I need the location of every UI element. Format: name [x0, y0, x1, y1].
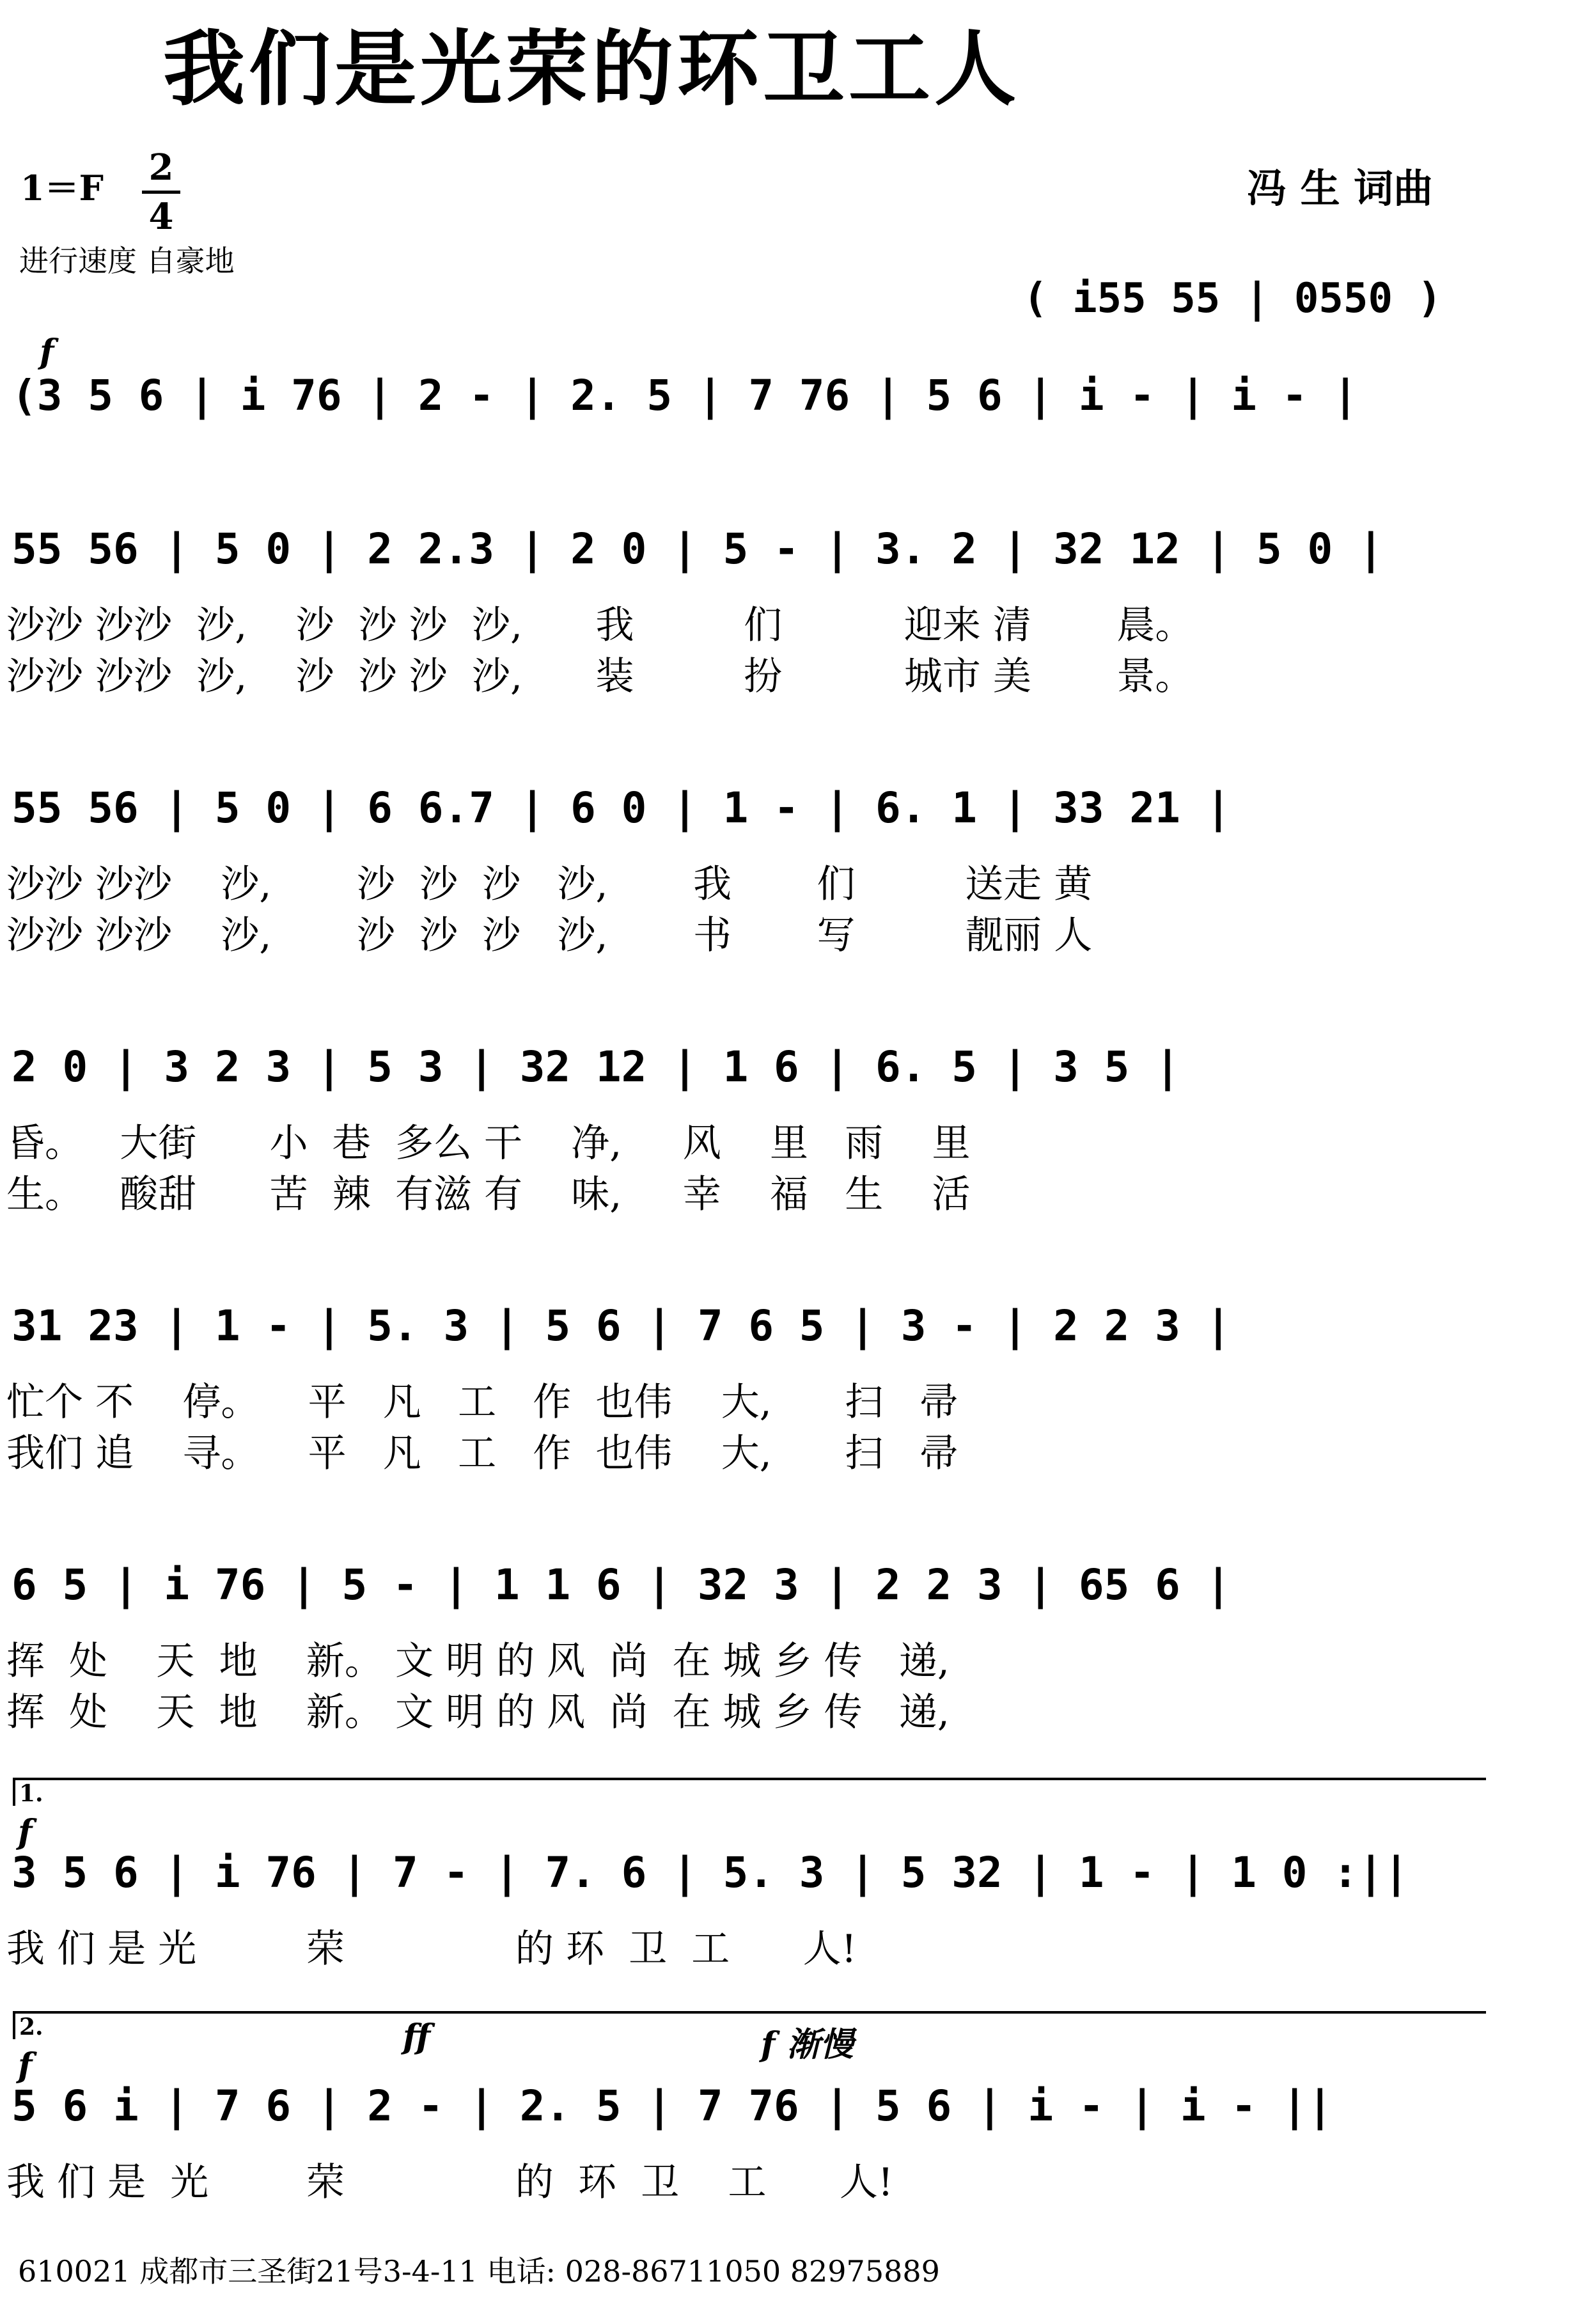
notation-line: 55 56 | 5 0 | 6 6.7 | 6 0 | 1 - | 6. 1 | 33 21 |	[12, 783, 1232, 833]
lyrics-verse-2: 生。 酸甜 苦 辣 有滋 有 味, 幸 福 生 活	[6, 1172, 971, 1217]
dynamic-mark: f	[40, 333, 54, 372]
intro-fill-notes: ( i55 55 | 0550 )	[1023, 275, 1443, 322]
lyrics-verse-2: 沙沙 沙沙 沙, 沙 沙 沙 沙, 装 扮 城市 美 景。	[6, 654, 1194, 699]
notation-line: (3 5 6 | i 76 | 2 - | 2. 5 | 7 76 | 5 6 | i - | i - |	[12, 371, 1358, 420]
key-signature: 1＝F	[20, 168, 104, 208]
song-title: 我们是光荣的环卫工人	[162, 21, 1020, 117]
composer-credit: 冯 生 词曲	[1247, 165, 1434, 212]
staff-line-2	[0, 512, 1596, 703]
time-signature	[142, 145, 180, 240]
staff-line-8	[0, 2011, 1596, 2203]
notation-line: 55 56 | 5 0 | 2 2.3 | 2 0 | 5 - | 3. 2 | 32 12 | 5 0 |	[12, 524, 1384, 574]
volta-label: 1.	[19, 1780, 43, 1807]
dynamic-mark-ff: ff	[403, 2017, 431, 2056]
notation-line: 2 0 | 3 2 3 | 5 3 | 32 12 | 1 6 | 6. 5 | 3 5 |	[12, 1042, 1180, 1092]
time-signature-bottom: 4	[148, 196, 174, 238]
staff-line-6	[0, 1547, 1596, 1739]
lyrics-verse-1: 我 们 是 光 荣 的 环 卫 工 人!	[6, 1927, 857, 1971]
staff-line-5	[0, 1288, 1596, 1480]
dynamic-mark: f	[18, 1813, 33, 1852]
lyrics-verse-2: 我们 追 寻。 平 凡 工 作 也伟 大, 扫 帚	[6, 1431, 958, 1476]
staff-line-4	[0, 1030, 1596, 1221]
notation-line: 6 5 | i 76 | 5 - | 1 1 6 | 32 3 | 2 2 3 | 65 6 |	[12, 1560, 1232, 1609]
lyrics-verse-2: 沙沙 沙沙 沙, 沙 沙 沙 沙, 书 写 靓丽 人	[6, 913, 1093, 958]
lyrics-verse-1: 挥 处 天 地 新。 文 明 的 风 尚 在 城 乡 传 递,	[6, 1639, 950, 1684]
lyrics-verse-1: 忙个 不 停。 平 凡 工 作 也伟 大, 扫 帚	[6, 1380, 958, 1425]
notation-line: 5 6 i | 7 6 | 2 - | 2. 5 | 7 76 | 5 6 | i - | i - ||	[12, 2081, 1333, 2131]
lyrics-verse-1: 沙沙 沙沙 沙, 沙 沙 沙 沙, 我 们 送走 黄	[6, 862, 1093, 907]
dynamic-mark: f	[18, 2046, 33, 2085]
staff-line-1	[0, 333, 1596, 448]
staff-line-7	[0, 1778, 1596, 1969]
lyrics-verse-1: 昏。 大街 小 巷 多么 干 净, 风 里 雨 里	[6, 1121, 971, 1166]
tempo-marking: 进行速度 自豪地	[19, 244, 235, 278]
notation-line: 3 5 6 | i 76 | 7 - | 7. 6 | 5. 3 | 5 32 | 1 - | 1 0 :||	[12, 1848, 1409, 1897]
lyrics-verse-2: 挥 处 天 地 新。 文 明 的 风 尚 在 城 乡 传 递,	[6, 1690, 950, 1735]
lyrics-verse-1: 我 们 是 光 荣 的 环 卫 工 人!	[6, 2160, 894, 2205]
notation-line: 31 23 | 1 - | 5. 3 | 5 6 | 7 6 5 | 3 - | 2 2 3 |	[12, 1301, 1232, 1351]
footer-contact: 610021 成都市三圣街21号3-4-11 电话: 028-86711050 82975889	[18, 2254, 940, 2289]
volta-label: 2.	[19, 2014, 43, 2040]
volta-bracket-2	[13, 2011, 1486, 2039]
lyrics-verse-1: 沙沙 沙沙 沙, 沙 沙 沙 沙, 我 们 迎来 清 晨。	[6, 603, 1194, 648]
volta-bracket-1	[13, 1778, 1486, 1806]
dynamic-mark-rit: f 渐慢	[761, 2025, 854, 2064]
time-signature-top: 2	[142, 145, 180, 194]
staff-line-3	[0, 771, 1596, 962]
